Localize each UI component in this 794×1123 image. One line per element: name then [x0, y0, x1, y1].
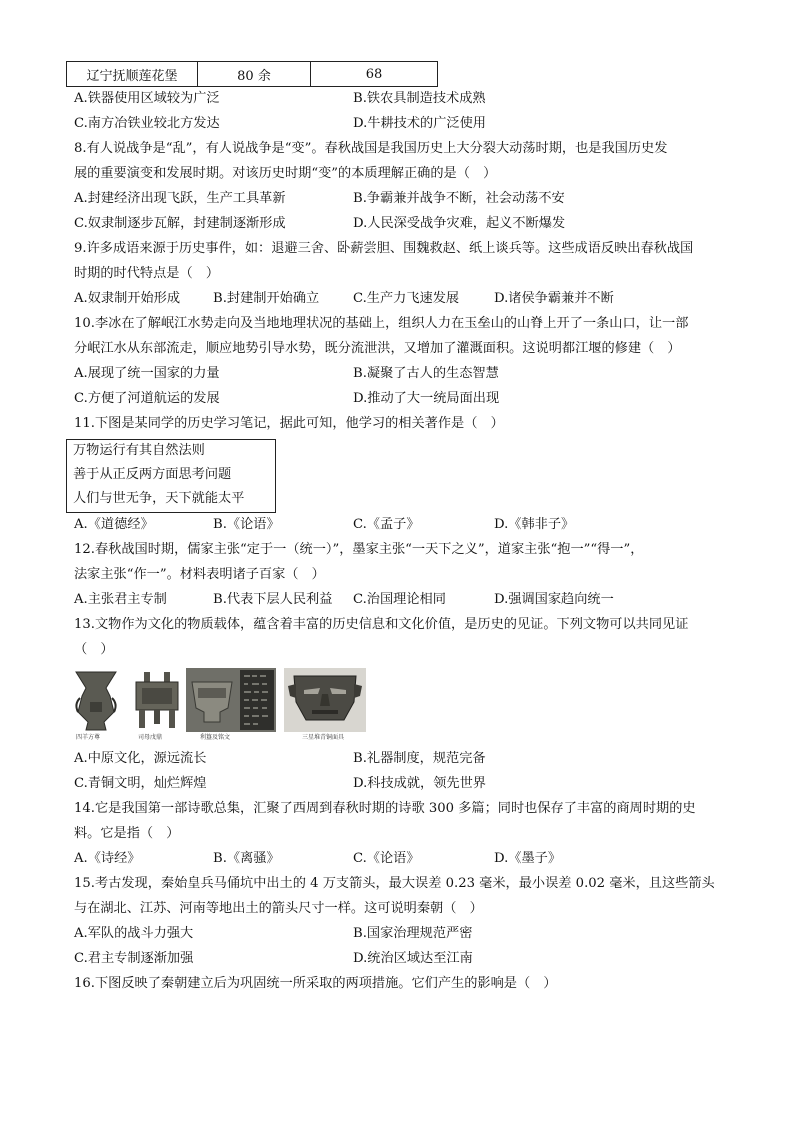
- table-cell-site: 辽宁抚顺莲花堡: [67, 62, 198, 87]
- artifact-caption: 司母戊鼎: [138, 734, 163, 741]
- sanxingdui-mask-image: [284, 668, 366, 742]
- q10-option-b[interactable]: B.凝聚了古人的生态智慧: [353, 366, 499, 381]
- study-note-box: [66, 439, 276, 513]
- q8-option-c[interactable]: C.奴隶制逐步瓦解，封建制逐渐形成: [74, 216, 286, 231]
- q13-option-d[interactable]: D.科技成就，领先世界: [353, 776, 486, 791]
- q9-stem-line2: 时期的时代特点是（ ）: [74, 266, 220, 281]
- q13-option-a[interactable]: A.中原文化，源远流长: [74, 751, 207, 766]
- q12-option-c[interactable]: C.治国理论相同: [353, 592, 446, 607]
- note-line: 善于从正反两方面思考问题: [73, 467, 232, 482]
- q8-option-b[interactable]: B.争霸兼并战争不断，社会动荡不安: [353, 191, 565, 206]
- q9-option-b[interactable]: B.封建制开始确立: [213, 291, 320, 306]
- q7-option-a[interactable]: A.铁器使用区域较为广泛: [74, 91, 220, 106]
- q10-stem-line1: 10.李冰在了解岷江水势走向及当地地理状况的基础上，组织人力在玉垒山的山脊上开了一条山口，让一部: [74, 316, 689, 331]
- q11-option-d[interactable]: D.《韩非子》: [494, 517, 575, 532]
- note-line: 万物运行有其自然法则: [73, 443, 205, 458]
- q13-option-c[interactable]: C.青铜文明，灿烂辉煌: [74, 776, 207, 791]
- q15-stem-line2: 与在湖北、江苏、河南等地出土的箭头尺寸一样。这可说明秦朝（ ）: [74, 901, 483, 916]
- q10-stem-line2: 分岷江水从东部流走，顺应地势引导水势，既分流泄洪，又增加了灌溉面积。这说明都江堰的修建（ ）: [74, 341, 681, 356]
- q11-stem-line1: 11.下图是某同学的历史学习笔记，据此可知，他学习的相关著作是（ ）: [74, 416, 504, 431]
- q13-stem-line1: 13.文物作为文化的物质载体，蕴含着丰富的历史信息和文化价值，是历史的见证。下列文物可以共同见证: [74, 617, 689, 632]
- q10-option-c[interactable]: C.方便了河道航运的发展: [74, 391, 220, 406]
- q8-stem-line1: 8.有人说战争是“乱”，有人说战争是“变”。春秋战国是我国历史上大分裂大动荡时期，也是我国历史发: [74, 141, 668, 156]
- q15-option-d[interactable]: D.统治区域达至江南: [353, 951, 473, 966]
- artifact-caption: 利簋及铭文: [200, 734, 231, 741]
- q14-option-b[interactable]: B.《离骚》: [213, 851, 280, 866]
- q11-option-c[interactable]: C.《孟子》: [353, 517, 420, 532]
- q10-option-a[interactable]: A.展现了统一国家的力量: [74, 366, 220, 381]
- q9-option-c[interactable]: C.生产力飞速发展: [353, 291, 460, 306]
- q15-stem-line1: 15.考古发现，秦始皇兵马俑坑中出土的 4 万支箭头，最大误差 0.23 毫米，最小误差 0.02 毫米，且这些箭头: [74, 876, 715, 891]
- q12-stem-line2: 法家主张“作一”。材料表明诸子百家（ ）: [74, 567, 325, 582]
- q16-stem-line1: 16.下图反映了秦朝建立后为巩固统一所采取的两项措施。它们产生的影响是（ ）: [74, 976, 557, 991]
- q8-option-a[interactable]: A.封建经济出现飞跃，生产工具革新: [74, 191, 286, 206]
- q14-option-d[interactable]: D.《墨子》: [494, 851, 562, 866]
- site-table: [66, 61, 438, 87]
- simuwu-ding-image: [130, 668, 184, 742]
- table-cell-value: 68: [311, 62, 438, 87]
- q14-option-c[interactable]: C.《论语》: [353, 851, 420, 866]
- q14-stem-line1: 14.它是我国第一部诗歌总集，汇聚了西周到春秋时期的诗歌 300 多篇；同时也保存了丰富的商周时期的史: [74, 801, 696, 816]
- q14-stem-line2: 料。它是指（ ）: [74, 826, 180, 841]
- q9-option-d[interactable]: D.诸侯争霸兼并不断: [494, 291, 614, 306]
- table-cell-count: 80 余: [198, 62, 311, 87]
- artifact-caption: 三星堆青铜面具: [302, 734, 345, 741]
- artifact-caption: 四羊方尊: [76, 734, 101, 741]
- q15-option-c[interactable]: C.君主专制逐渐加强: [74, 951, 194, 966]
- q9-option-a[interactable]: A.奴隶制开始形成: [74, 291, 181, 306]
- q12-option-b[interactable]: B.代表下层人民利益: [213, 592, 333, 607]
- q10-option-d[interactable]: D.推动了大一统局面出现: [353, 391, 500, 406]
- q12-option-d[interactable]: D.强调国家趋向统一: [494, 592, 614, 607]
- q7-option-d[interactable]: D.牛耕技术的广泛使用: [353, 116, 486, 131]
- table-row: [67, 62, 438, 87]
- q7-option-b[interactable]: B.铁农具制造技术成熟: [353, 91, 486, 106]
- q8-option-d[interactable]: D.人民深受战争灾难，起义不断爆发: [353, 216, 566, 231]
- q12-option-a[interactable]: A.主张君主专制: [74, 592, 167, 607]
- four-ram-zun-image: [70, 668, 122, 742]
- q13-stem-line2: （ ）: [74, 642, 114, 657]
- q15-option-a[interactable]: A.军队的战斗力强大: [74, 926, 194, 941]
- q12-stem-line1: 12.春秋战国时期，儒家主张“定于一（统一）”，墨家主张“一天下之义”，道家主张“抱一”“得一”，: [74, 542, 644, 557]
- q13-option-b[interactable]: B.礼器制度，规范完备: [353, 751, 486, 766]
- li-gui-inscription-image: [186, 668, 276, 742]
- q9-stem-line1: 9.许多成语来源于历史事件，如：退避三舍、卧薪尝胆、围魏救赵、纸上谈兵等。这些成语反映出春秋战国: [74, 241, 694, 256]
- q11-option-a[interactable]: A.《道德经》: [74, 517, 154, 532]
- q11-option-b[interactable]: B.《论语》: [213, 517, 280, 532]
- q7-option-c[interactable]: C.南方冶铁业较北方发达: [74, 116, 220, 131]
- q15-option-b[interactable]: B.国家治理规范严密: [353, 926, 473, 941]
- q8-stem-line2: 展的重要演变和发展时期。对该历史时期“变”的本质理解正确的是（ ）: [74, 166, 497, 181]
- q14-option-a[interactable]: A.《诗经》: [74, 851, 141, 866]
- note-line: 人们与世无争，天下就能太平: [73, 491, 245, 506]
